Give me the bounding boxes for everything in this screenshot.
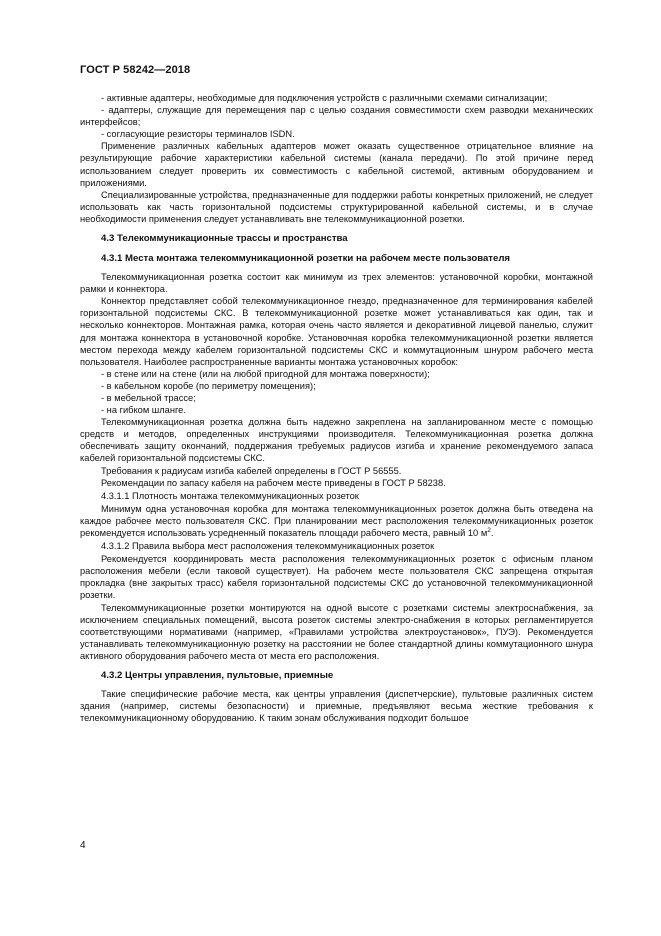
- paragraph: Коннектор представляет собой телекоммуникационное гнездо, предназначенное для терминирования кабелей горизонтальной подсистемы СКС. В телекоммуникационной розетке может устанавливаться как один, так и несколько коннекторов. Монтажная рамка, которая очень часто является и декоративной лицевой панелью, служит для монтажа коннектора в установочной коробке. Установочная коробка телекоммуникационной розетки является местом перехода между кабелем горизонтальной подсистемы СКС и коммутационным шнуром рабочего места пользователя. Наиболее распространенные варианты монтажа установочных коробок:: [80, 296, 593, 367]
- list-item: - в стене или на стене (или на любой пригодной для монтажа поверхности);: [101, 368, 430, 379]
- paragraph: Специализированные устройства, предназначенные для поддержки работы конкретных приложений, не следует использовать как часть горизонтальной подсистемы структурированной кабельной системы, и в случае необходимости применения следует устанавливать вне телекоммуникационной розетки.: [80, 189, 593, 224]
- paragraph: Рекомендуется координировать места расположения телекоммуникационных розеток с офисным планом расположения мебели (если таковой существует). На рабочем месте пользователя СКС запрещена открытая прокладка (вне закрытых трасс) кабеля горизонтальной подсистемы СКС до установочной телекоммуникационной розетки.: [80, 554, 593, 601]
- paragraph: [80, 503, 593, 539]
- subsection-heading-4-3-1-2: 4.3.1.2 Правила выбора мест расположения телекоммуникационных розеток: [101, 541, 435, 552]
- list-item: - на гибком шланге.: [101, 405, 186, 416]
- paragraph: Такие специфические рабочие места, как центры управления (диспетчерские), пультовые различных систем здания (например, системы безопасности) и приемные, предъявляют весьма жесткие требования к телекоммуникационному оборудованию. К таким зонам обслуживания подходит большое: [80, 689, 593, 724]
- document-header: ГОСТ Р 58242—2018: [80, 64, 191, 76]
- section-heading-4-3-2: 4.3.2 Центры управления, пультовые, приемные: [101, 670, 334, 682]
- paragraph: Рекомендации по запасу кабеля на рабочем месте приведены в ГОСТ Р 58238.: [101, 477, 446, 488]
- section-heading-4-3: 4.3 Телекоммуникационные трассы и пространства: [101, 233, 348, 245]
- paragraph: Требования к радиусам изгиба кабелей определены в ГОСТ Р 56555.: [101, 465, 402, 476]
- paragraph: Телекоммуникационная розетка состоит как минимум из трех элементов: установочной коробки, монтажной рамки и коннектора.: [80, 272, 593, 295]
- page-number: 4: [80, 840, 86, 851]
- list-item: - адаптеры, служащие для перемещения пар с целью создания совместимости схем разводки механических интерфейсов;: [80, 105, 593, 128]
- superscript: 2: [487, 526, 491, 534]
- paragraph: Телекоммуникационная розетка должна быть надежно закреплена на запланированном месте с помощью средств и методов, определенных инструкциями производителя. Телекоммуникационная розетка должна обеспечивать защиту окончаний, поддержания требуемых радиусов изгиба и хранение рекомендуемого запаса кабелей горизонтальной подсистемы СКС.: [80, 417, 593, 464]
- list-item: - в кабельном коробе (по периметру помещения);: [101, 380, 316, 391]
- paragraph: Применение различных кабельных адаптеров может оказать существенное отрицательное влияние на результирующие рабочие характеристики кабельной системы (канала передачи). По этой причине перед использованием следует проверить их совместимость с кабельной системой, активным оборудованием и приложениями.: [80, 141, 593, 188]
- list-item: - согласующие резисторы терминалов ISDN.: [101, 129, 295, 140]
- list-item: - активные адаптеры, необходимые для подключения устройств с различными схемами сигнализации;: [101, 93, 548, 103]
- subsection-heading-4-3-1-1: 4.3.1.1 Плотность монтажа телекоммуникационных розеток: [101, 490, 359, 501]
- section-heading-4-3-1: 4.3.1 Места монтажа телекоммуникационной розетки на рабочем месте пользователя: [101, 253, 511, 265]
- document-body: [80, 92, 593, 724]
- paragraph: Телекоммуникационные розетки монтируются на одной высоте с розетками системы электроснабжения, за исключением специальных помещений, высота розеток системы электро-снабжения в которых регламентируется соответствующими нормативами (например, «Правилами устройства электроустановок», ПУЭ). Рекомендуется устанавливать телекоммуникационную розетку на расстоянии не более стандартной длины коммутационного шнура активного оборудования рабочего места от места его расположения.: [80, 602, 593, 661]
- paragraph-end: .: [490, 528, 494, 538]
- paragraph-text: Минимум одна установочная коробка для монтажа телекоммуникационных розеток должна быть отведена на каждое рабочее место пользователя СКС. При планировании мест расположения телекоммуникационных розеток рекомендуется использовать усредненный показатель площади рабочего места, равный 10 м: [80, 503, 593, 538]
- list-item: - в мебельной трассе;: [101, 392, 196, 403]
